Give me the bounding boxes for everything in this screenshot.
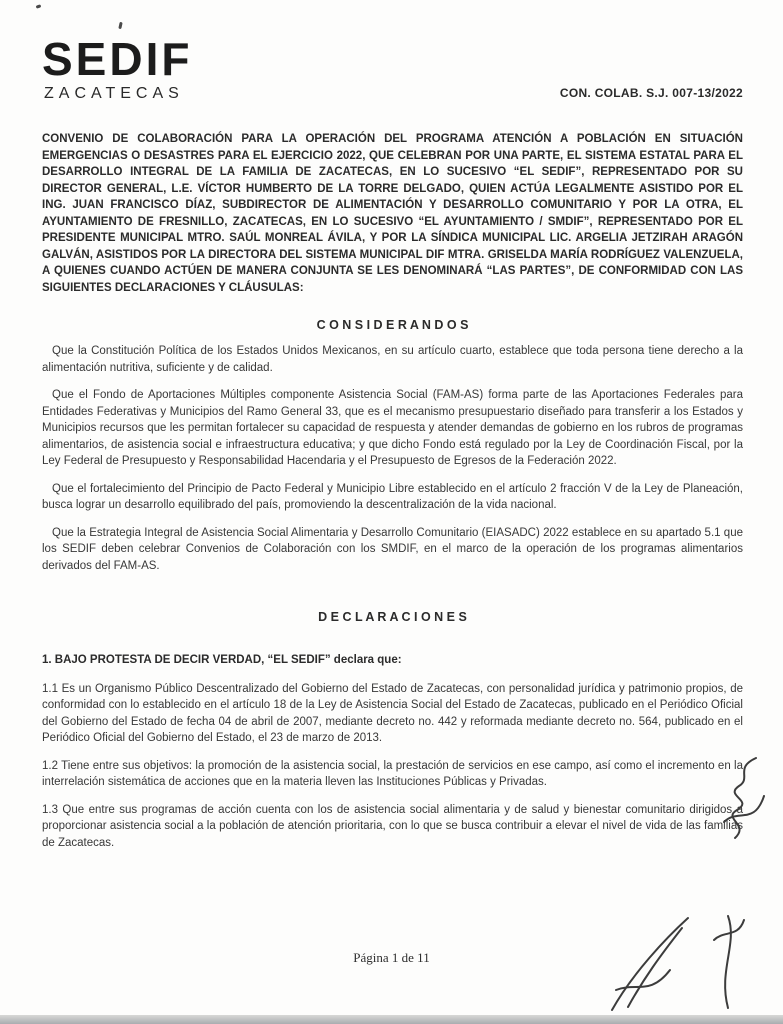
- considerando-paragraph-1: Que la Constitución Política de los Estados Unidos Mexicanos, en su artículo cuarto, establece que toda persona tiene derecho a la alimentación nutritiva, suficiente y de calidad.: [42, 345, 743, 374]
- considerando-paragraph-3: Que el fortalecimiento del Principio de Pacto Federal y Municipio Libre establecido en el artículo 2 fracción V de la Ley de Planeación, busca lograr un desarrollo equilibrado del país, promoviendo la descentralización de la vida nacional.: [42, 482, 743, 511]
- logo-subtitle: ZACATECAS: [44, 85, 184, 102]
- declaracion-paragraph-1-2: 1.2 Tiene entre sus objetivos: la promoción de la asistencia social, la prestación de servicios en ese campo, así como el incremento en la interrelación sistemática de acciones que en la materia lleven las Instituciones Públicas y Privadas.: [42, 759, 743, 788]
- declaraciones-heading: D E C L A R A C I O N E S: [318, 610, 467, 624]
- signature-sindica: [698, 908, 756, 1016]
- considerandos-heading: C O N S I D E R A N D O S: [316, 318, 469, 332]
- page-number: Página 1 de 11: [353, 950, 430, 965]
- declaraciones-intro: 1. BAJO PROTESTA DE DECIR VERDAD, “EL SEDIF” declara que:: [42, 654, 402, 666]
- signature-margin-mark: [712, 752, 774, 847]
- considerando-paragraph-2: Que el Fondo de Aportaciones Múltiples componente Asistencia Social (FAM-AS) forma parte de las Aportaciones Federales para Entidades Federativas y Municipios del Ramo General 33, que es el mecanismo presupuestario diseñado para transferir a los Estados y Municipios recursos que les permitan fortalecer su capacidad de respuesta y atender demandas de gobierno en los rubros de programas alimentarios, de asistencia social e infraestructura educativa; y que dicho Fondo está regulado por la Ley de Coordinación Fiscal, por la Ley Federal de Presupuesto y Responsabilidad Hacendaria y el Presupuesto de Egresos de la Federación 2022.: [42, 389, 743, 467]
- scanner-edge-band: [0, 1015, 783, 1024]
- logo-title: SEDIF: [42, 33, 193, 85]
- signature-president: [598, 912, 698, 1017]
- declaracion-paragraph-1-3: 1.3 Que entre sus programas de acción cuenta con los de asistencia social alimentaria y de salud y bienestar comunitario dirigidos a proporcionar asistencia social a la población de atención prioritaria, con lo que se busca contribuir a elevar el nivel de vida de las familias de Zacatecas.: [42, 803, 743, 849]
- sedif-logo: [42, 33, 193, 103]
- considerando-paragraph-4: Que la Estrategia Integral de Asistencia Social Alimentaria y Desarrollo Comunitario (EIASADC) 2022 establece en su apartado 5.1 que los SEDIF deben celebrar Convenios de Colaboración con los SMDIF, en el marco de la operación de los programas alimentarios derivados del FAM-AS.: [42, 526, 743, 572]
- document-header: [42, 33, 743, 103]
- intro-paragraph: CONVENIO DE COLABORACIÓN PARA LA OPERACIÓN DEL PROGRAMA ATENCIÓN A POBLACIÓN EN SITUACIÓN EMERGENCIAS O DESASTRES PARA EL EJERCICIO 2022, QUE CELEBRAN POR UNA PARTE, EL SISTEMA ESTATAL PARA EL DESARROLLO INTEGRAL DE LA FAMILIA DE ZACATECAS, EN LO SUCESIVO “EL SEDIF”, REPRESENTADO POR SU DIRECTOR GENERAL, L.E. VÍCTOR HUMBERTO DE LA TORRE DELGADO, QUIEN ACTÚA LEGALMENTE ASISTIDO POR EL ING. JUAN FRANCISCO DÍAZ, SUBDIRECTOR DE ALIMENTACIÓN Y DESARROLLO COMUNITARIO Y POR LA OTRA, EL AYUNTAMIENTO DE FRESNILLO, ZACATECAS, EN LO SUCESIVO “EL AYUNTAMIENTO / SMDIF”, REPRESENTADO POR EL PRESIDENTE MUNICIPAL MTRO. SAÚL MONREAL ÁVILA, Y POR LA SÍNDICA MUNICIPAL LIC. ARGELIA JETZIRAH ARAGÓN GALVÁN, ASISTIDOS POR LA DIRECTORA DEL SISTEMA MUNICIPAL DIF MTRA. GRISELDA MARÍA RODRÍGUEZ VALENZUELA, A QUIENES CUANDO ACTÚEN DE MANERA CONJUNTA SE LES DENOMINARÁ “LAS PARTES”, DE CONFORMIDAD CON LAS SIGUIENTES DECLARACIONES Y CLÁUSULAS:: [42, 133, 743, 294]
- declaracion-paragraph-1-1: 1.1 Es un Organismo Público Descentralizado del Gobierno del Estado de Zacatecas, con personalidad jurídica y patrimonio propios, de conformidad con lo establecido en el artículo 18 de la Ley de Asistencia Social del Estado de Zacatecas, publicado en el Periódico Oficial del Gobierno del Estado de fecha 04 de abril de 2007, mediante decreto no. 442 y reformada mediante decreto no. 564, publicado en el Periódico Oficial del Gobierno del Estado, el 23 de marzo de 2013.: [42, 682, 743, 744]
- reference-number: CON. COLAB. S.J. 007-13/2022: [559, 86, 743, 100]
